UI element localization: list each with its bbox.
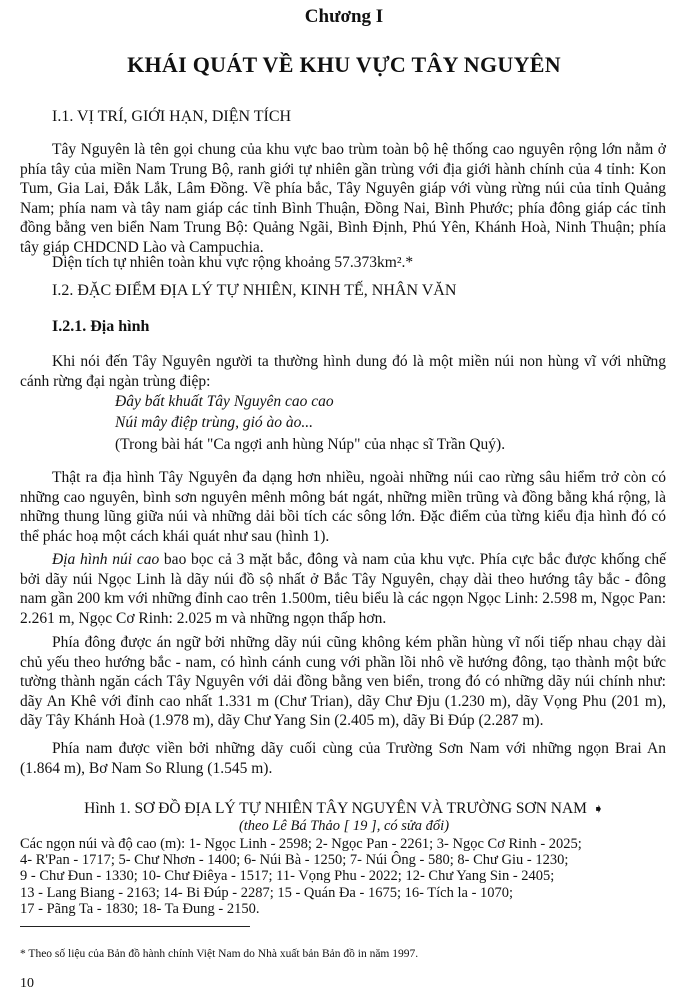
figure-source: (theo Lê Bá Thảo [ 19 ], có sửa đổi): [238, 818, 450, 834]
pointer-arrow-icon: ➧: [592, 801, 604, 816]
chapter-heading: Chương I: [304, 6, 384, 27]
footnote-divider: [20, 926, 250, 927]
paragraph-high-mountains: [20, 550, 666, 628]
figure-legend: [20, 836, 670, 917]
legend-line: 9 - Chư Đun - 1330; 10- Chư Điêya - 1517; 11- Vọng Phu - 2022; 12- Chư Yang Sin - 2405;: [20, 868, 555, 885]
section-heading-1-1: I.1. VỊ TRÍ, GIỚI HẠN, DIỆN TÍCH: [52, 108, 292, 125]
paragraph-area: Diện tích tự nhiên toàn khu vực rộng khoảng 57.373km².*: [52, 254, 414, 271]
quote-source: (Trong bài hát "Ca ngợi anh hùng Núp" của nhạc sĩ Trần Quý).: [115, 436, 506, 453]
page-number: 10: [20, 976, 34, 991]
section-heading-1-2: I.2. ĐẶC ĐIỂM ĐỊA LÝ TỰ NHIÊN, KINH TẾ, NHÂN VĂN: [52, 282, 457, 299]
paragraph-terrain-types: Thật ra địa hình Tây Nguyên đa dạng hơn nhiều, ngoài những núi cao rừng sâu hiểm trở còn có những cao nguyên, bình sơn nguyên mênh mông bát ngát, những miền trũng và đồng bằng khá rộng, là những thung lũng giữa núi và những dải bồi tích các sông lớn. Đặc điểm của từng kiểu địa hình đó có thể phác hoạ một cách khái quát như sau (hình 1).: [20, 469, 666, 545]
paragraph-terrain-intro: Khi nói đến Tây Nguyên người ta thường hình dung đó là một miền núi non hùng vĩ với những cánh rừng đại ngàn trùng điệp:: [20, 353, 666, 390]
paragraph-east-ranges: Phía đông được án ngữ bởi những dãy núi cũng không kém phần hùng vĩ nối tiếp nhau chạy dài chủ yếu theo hướng bắc - nam, có hình cánh cung với phần lồi nhô về hướng đông, tạo thành một bức tường thành ngăn cách Tây Nguyên với dải đồng bằng ven biển, trong đó có những dãy núi chính như: dãy An Khê với đỉnh cao nhất 1.331 m (Chư Trian), dãy Chư Đju (1.230 m), dãy Vọng Phu (201 m), dãy Tây Khánh Hoà (1.978 m), dãy Chư Yang Sin (2.405 m), dãy Bi Đúp (2.287 m).: [20, 634, 666, 730]
legend-line: 13 - Lang Biang - 2163; 14- Bi Đúp - 2287; 15 - Quán Đa - 1675; 16- Tích la - 1070;: [20, 884, 514, 901]
paragraph-high-mountains-text: bao bọc cả 3 mặt bắc, đông và nam của khu vực. Phía cực bắc được khống chế bởi dãy núi Ngọc Linh là dãy núi đồ sộ nhất ở Bắc Tây Nguyên, chạy dài theo hướng tây bắc - đông nam gần 200 km với những đỉnh cao trên 1.500m, tiêu biểu là các ngọn Ngọc Linh: 2.598 m, Ngọc Pan: 2.261 m, Ngọc Cơ Rinh: 2.025 m và những ngọn thấp hơn.: [20, 551, 666, 627]
figure-caption: [0, 800, 688, 818]
subsection-heading-terrain: I.2.1. Địa hình: [52, 318, 150, 335]
legend-line: 4- R'Pan - 1717; 5- Chư Nhơn - 1400; 6- Núi Bà - 1250; 7- Núi Ông - 580; 8- Chư Giu - 1230;: [20, 852, 569, 869]
figure-title: Hình 1. SƠ ĐỒ ĐỊA LÝ TỰ NHIÊN TÂY NGUYÊN VÀ TRƯỜNG SƠN NAM: [84, 800, 587, 817]
paragraph-south-ranges: Phía nam được viền bởi những dãy cuối cùng của Trường Sơn Nam với những ngọn Brai An (1.864 m), Bơ Nam So Rlung (1.545 m).: [20, 740, 666, 777]
quote-line-1: Đây bất khuất Tây Nguyên cao cao: [115, 393, 334, 410]
chapter-title: KHÁI QUÁT VỀ KHU VỰC TÂY NGUYÊN: [127, 52, 561, 77]
legend-line: Các ngọn núi và độ cao (m): 1- Ngọc Linh - 2598; 2- Ngọc Pan - 2261; 3- Ngọc Cơ Rinh - 2025;: [20, 836, 582, 852]
term-high-mountains: Địa hình núi cao: [52, 551, 160, 568]
quote-line-2: Núi mây điệp trùng, gió ào ào...: [115, 414, 314, 431]
footnote: * Theo số liệu của Bản đồ hành chính Việt Nam do Nhà xuất bản Bản đồ in năm 1997.: [20, 948, 419, 960]
legend-line: 17 - Pãng Ta - 1830; 18- Ta Đung - 2150.: [20, 900, 260, 917]
paragraph-location: Tây Nguyên là tên gọi chung của khu vực bao trùm toàn bộ hệ thống cao nguyên rộng lớn nằm ở phía tây của miền Nam Trung Bộ, ranh giới tự nhiên gần trùng với địa giới hành chính của 4 tỉnh: Kon Tum, Gia Lai, Đắk Lắk, Lâm Đồng. Về phía bắc, Tây Nguyên giáp với vùng rừng núi của tỉnh Quảng Nam; phía nam và tây nam giáp các tỉnh Bình Thuận, Đồng Nai, Bình Phước; phía đông giáp các tỉnh đồng bằng ven biển Nam Trung Bộ: Quảng Ngãi, Bình Định, Phú Yên, Khánh Hoà, Ninh Thuận; phía tây giáp CHDCND Lào và Campuchia.: [20, 141, 666, 256]
